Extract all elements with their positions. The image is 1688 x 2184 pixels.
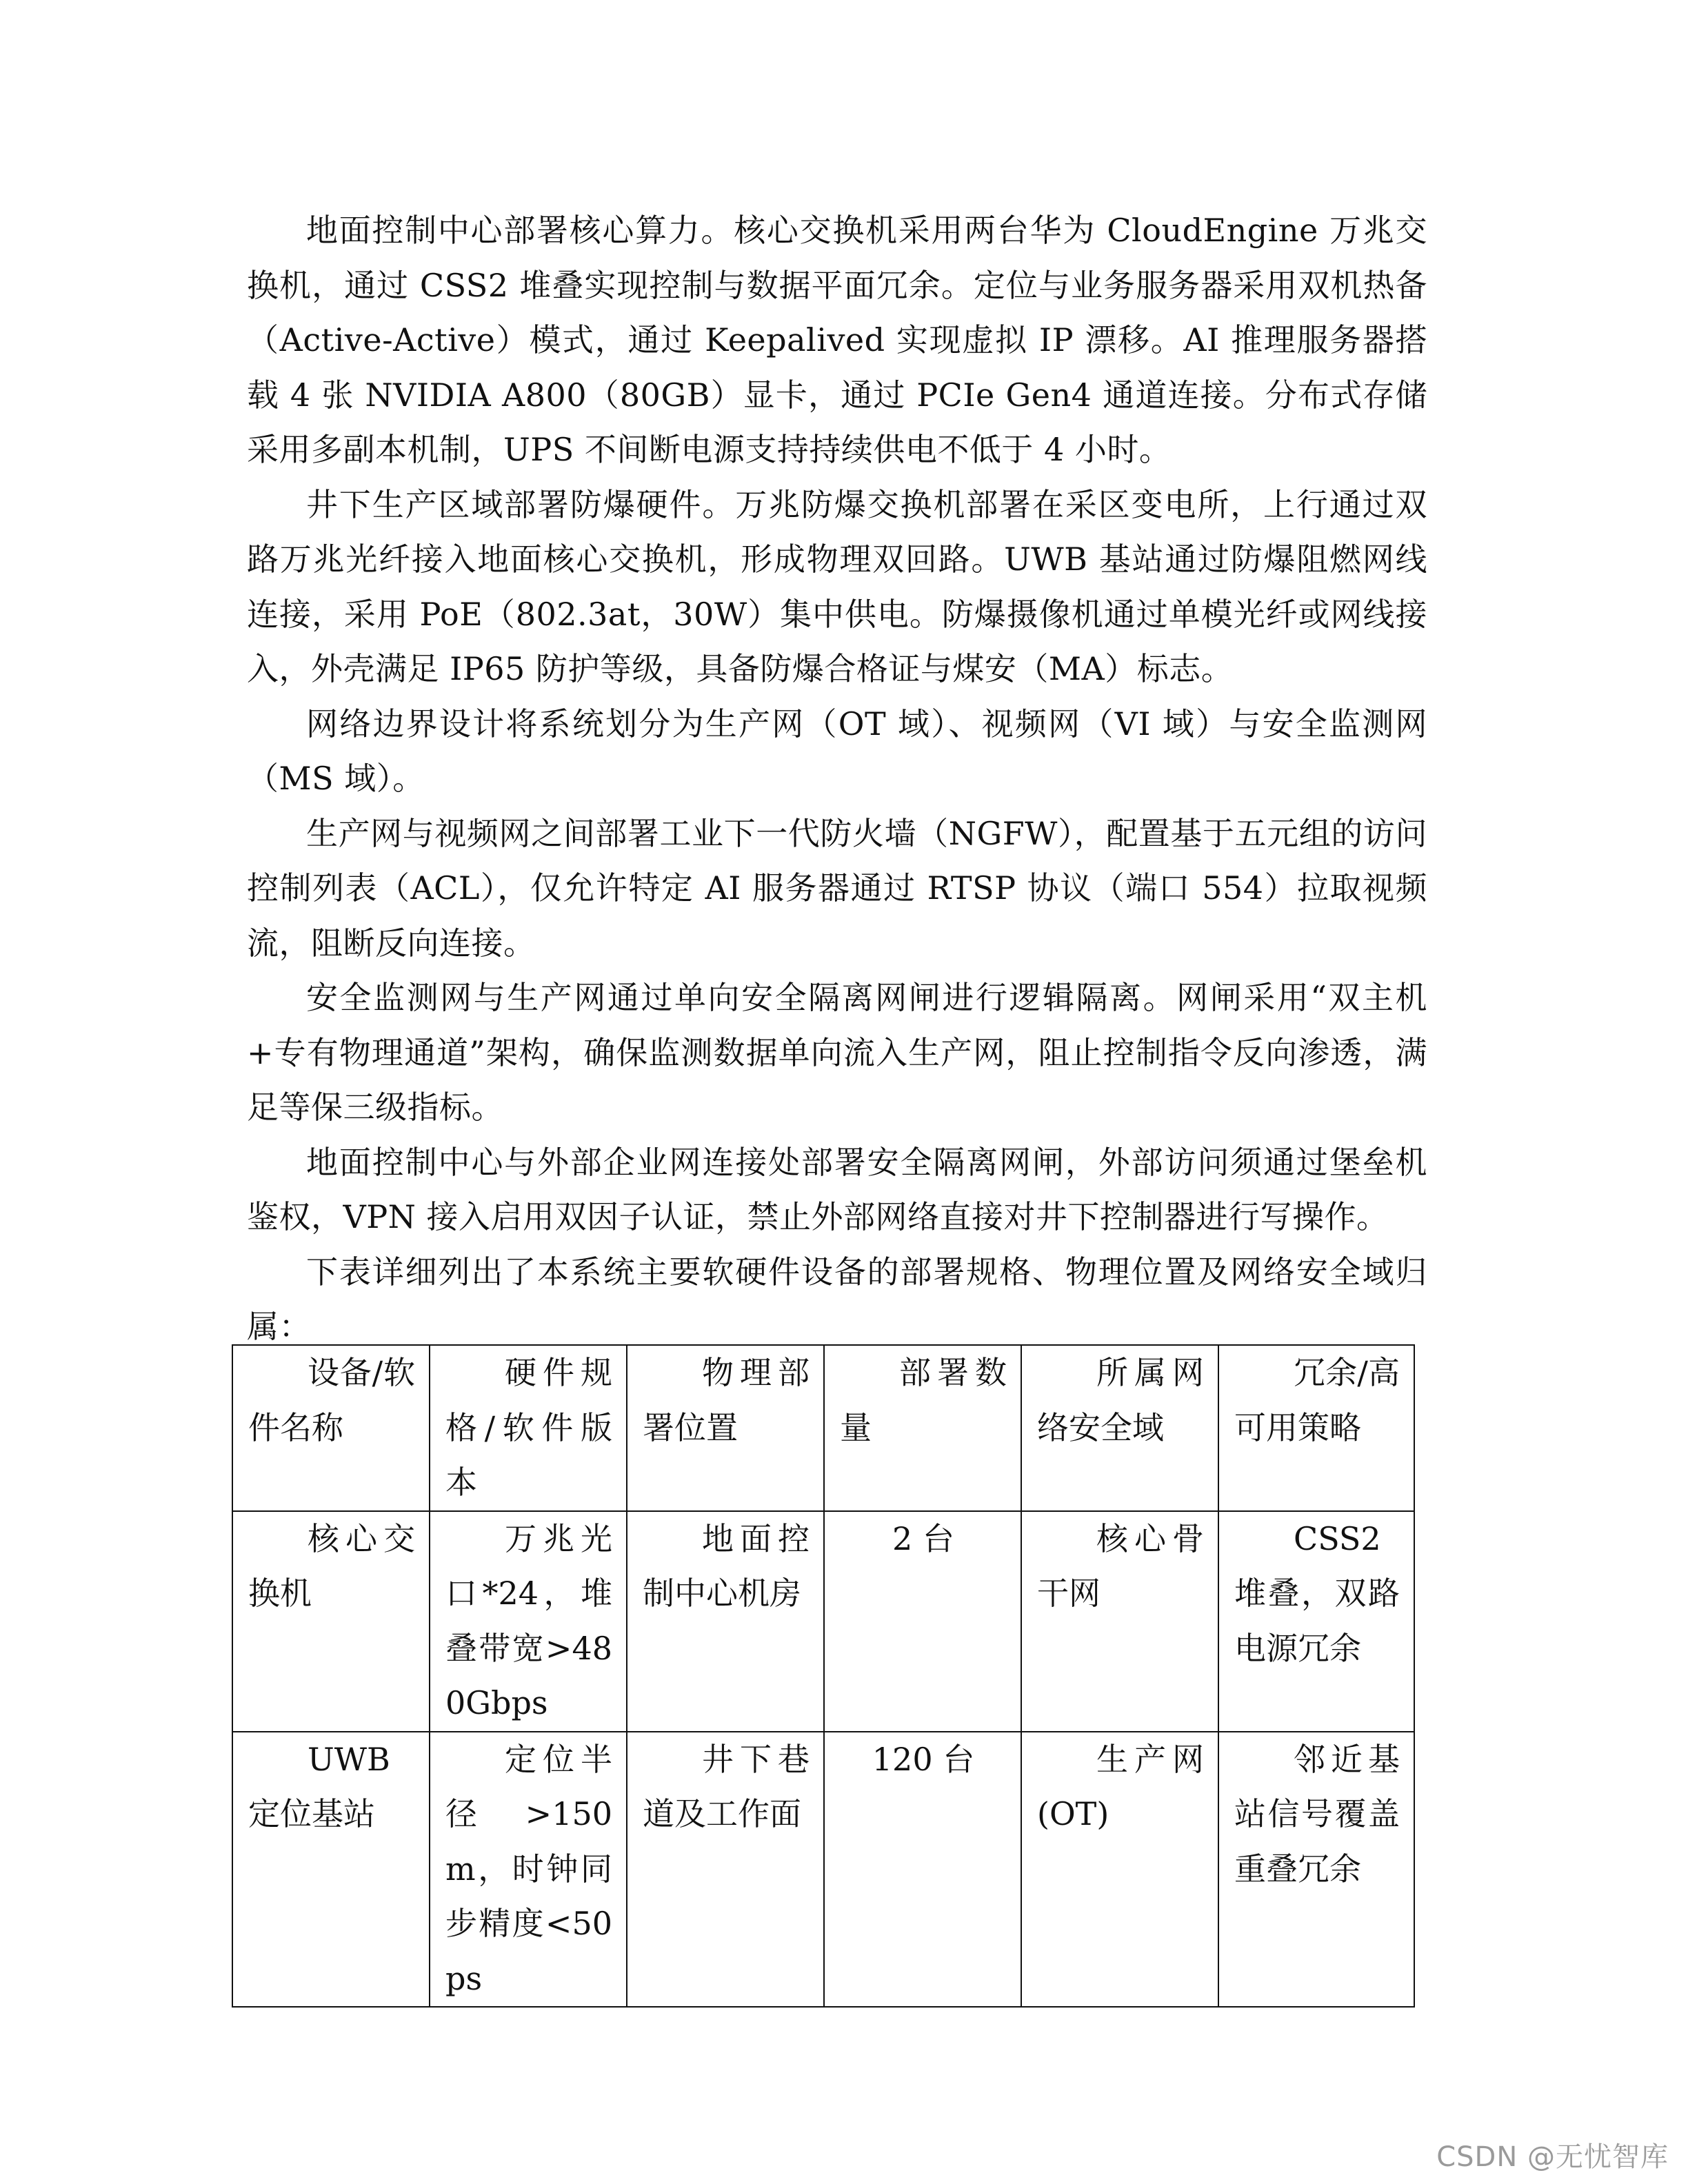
cell-location: 井下巷道及工作面	[627, 1732, 824, 2008]
cell-quantity: 2 台	[824, 1511, 1021, 1732]
cell-device-name: UWB 定位基站	[232, 1732, 430, 2008]
header-device-name: 设备/软件名称	[232, 1345, 430, 1511]
csdn-watermark: CSDN @无忧智库	[1436, 2141, 1669, 2173]
header-quantity: 部署数量	[824, 1345, 1021, 1511]
paragraph-table-intro: 下表详细列出了本系统主要软硬件设备的部署规格、物理位置及网络安全域归属：	[247, 1253, 1427, 1345]
header-security-domain: 所属网络安全域	[1021, 1345, 1218, 1511]
paragraph-external-access: 地面控制中心与外部企业网连接处部署安全隔离网闸，外部访问须通过堡垒机鉴权，VPN 接入启用双因子认证，禁止外部网络直接对井下控制器进行写操作。	[247, 1143, 1427, 1235]
cell-spec-version: 万兆光口*24，堆叠带宽>480Gbps	[430, 1511, 627, 1732]
paragraph-network-boundary: 网络边界设计将系统划分为生产网（OT 域）、视频网（VI 域）与安全监测网（MS 域）。	[247, 705, 1427, 797]
header-redundancy: 冗余/高可用策略	[1218, 1345, 1414, 1511]
cell-redundancy: CSS2 堆叠，双路电源冗余	[1218, 1511, 1414, 1732]
cell-redundancy: 邻近基站信号覆盖重叠冗余	[1218, 1732, 1414, 2008]
cell-quantity: 120 台	[824, 1732, 1021, 2008]
paragraph-isolation-gateway: 安全监测网与生产网通过单向安全隔离网闸进行逻辑隔离。网闸采用“双主机+专有物理通道”架构，确保监测数据单向流入生产网，阻止控制指令反向渗透，满足等保三级指标。	[247, 979, 1427, 1126]
cell-security-domain: 核心骨干网	[1021, 1511, 1218, 1732]
cell-device-name: 核心交换机	[232, 1511, 430, 1732]
paragraph-firewall: 生产网与视频网之间部署工业下一代防火墙（NGFW），配置基于五元组的访问控制列表（ACL），仅允许特定 AI 服务器通过 RTSP 协议（端口 554）拉取视频流，阻断反向连接。	[247, 814, 1427, 962]
paragraph-underground-hardware: 井下生产区域部署防爆硬件。万兆防爆交换机部署在采区变电所，上行通过双路万兆光纤接入地面核心交换机，形成物理双回路。UWB 基站通过防爆阻燃网线连接，采用 PoE（802.3at，30W）集中供电。防爆摄像机通过单模光纤或网线接入，外壳满足 IP65 防护等级，具备防爆合格证与煤安（MA）标志。	[247, 485, 1427, 687]
table-row	[232, 1732, 1414, 2008]
table-row	[232, 1511, 1414, 1732]
equipment-spec-table	[232, 1344, 1415, 2008]
document-body	[247, 203, 1427, 1355]
header-spec-version: 硬件规格/软件版本	[430, 1345, 627, 1511]
table-header-row	[232, 1345, 1414, 1511]
paragraph-surface-control-center: 地面控制中心部署核心算力。核心交换机采用两台华为 CloudEngine 万兆交换机，通过 CSS2 堆叠实现控制与数据平面冗余。定位与业务服务器采用双机热备（Active-Active）模式，通过 Keepalived 实现虚拟 IP 漂移。AI 推理服务器搭载 4 张 NVIDIA A800（80GB）显卡，通过 PCIe Gen4 通道连接。分布式存储采用多副本机制，UPS 不间断电源支持持续供电不低于 4 小时。	[247, 212, 1427, 468]
header-location: 物理部署位置	[627, 1345, 824, 1511]
cell-location: 地面控制中心机房	[627, 1511, 824, 1732]
cell-spec-version: 定位半径 >150m，时钟同步精度<50ps	[430, 1732, 627, 2008]
cell-security-domain: 生产网(OT)	[1021, 1732, 1218, 2008]
